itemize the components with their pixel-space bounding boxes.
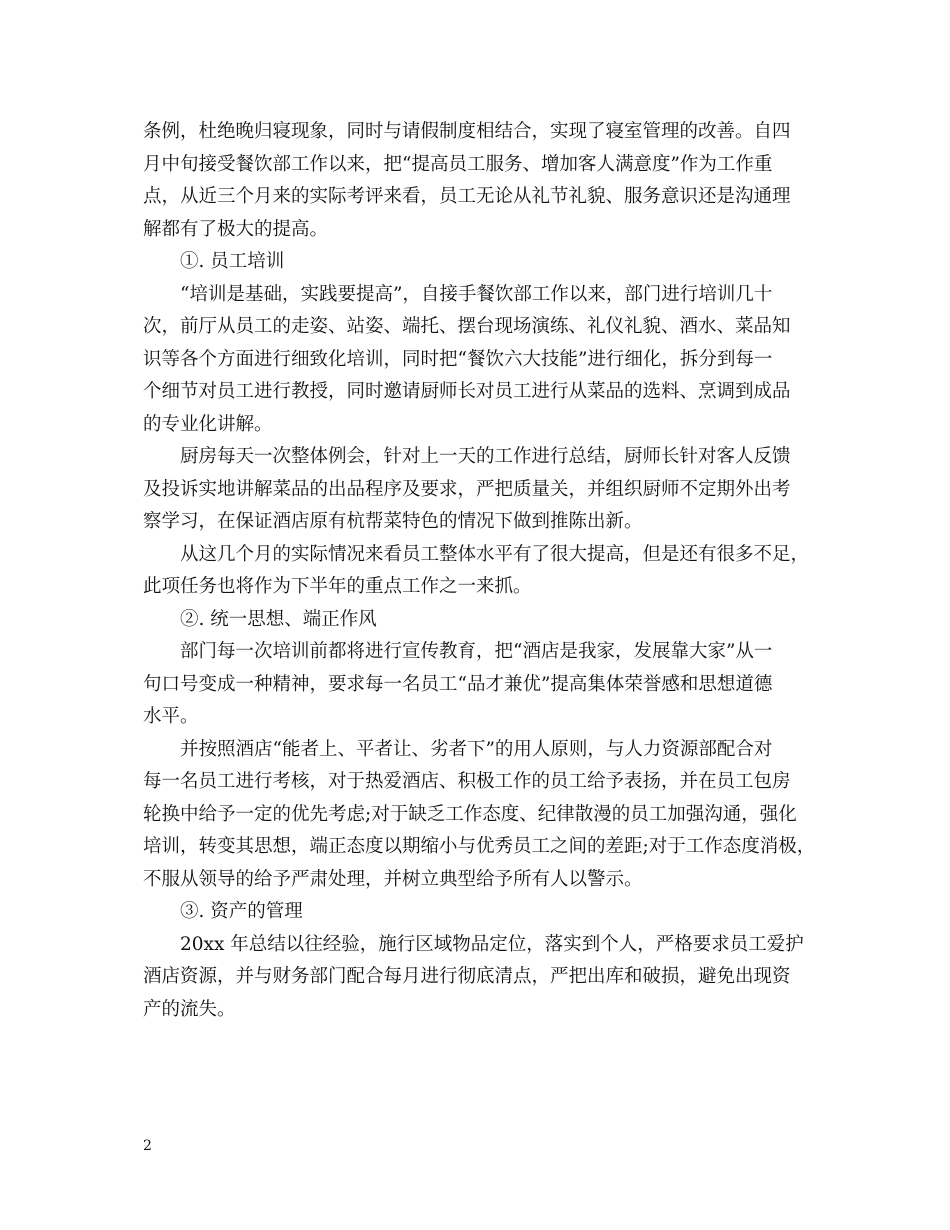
page-number: 2: [143, 1138, 152, 1154]
text-line: 从这几个月的实际情况来看员工整体水平有了很大提高，但是还有很多不足，: [180, 543, 810, 565]
text-line: 每一名员工进行考核，对于热爱酒店、积极工作的员工给予表扬，并在员工包房: [143, 771, 791, 792]
text-line: 酒店资源，并与财务部门配合每月进行彻底清点，严把出库和破损，避免出现资: [143, 966, 791, 987]
section-heading-unify-thinking: ②. 统一思想、端正作风: [180, 608, 377, 630]
text-line: 此项任务也将作为下半年的重点工作之一来抓。: [143, 576, 532, 597]
text-line: 个细节对员工进行教授，同时邀请厨师长对员工进行从菜品的选料、烹调到成品: [143, 381, 791, 402]
text-line: 产的流失。: [143, 998, 236, 1020]
text-line: “培训是基础，实践要提高”，自接手餐饮部工作以来，部门进行培训几十: [180, 283, 773, 305]
text-line: 句口号变成一种精神，要求每一名员工“品才兼优”提高集体荣誉感和思想道德: [143, 673, 773, 695]
text-line: 月中旬接受餐饮部工作以来，把“提高员工服务、增加客人满意度”作为工作重: [143, 153, 773, 175]
text-line: 20xx 年总结以往经验，施行区域物品定位，落实到个人，严格要求员工爱护: [180, 933, 804, 955]
text-line: 及投诉实地讲解菜品的出品程序及要求，严把质量关，并组织厨师不定期外出考: [143, 478, 791, 500]
text-line: 水平。: [143, 706, 199, 727]
text-line: 部门每一次培训前都将进行宣传教育，把“酒店是我家，发展靠大家”从一: [180, 641, 773, 662]
text-line: 点，从近三个月来的实际考评来看，员工无论从礼节礼貌、服务意识还是沟通理: [143, 186, 791, 207]
section-heading-asset-management: ③. 资产的管理: [180, 901, 303, 922]
document-body: [143, 116, 816, 1026]
text-line: 识等各个方面进行细致化培训，同时把“餐饮六大技能”进行细化，拆分到每一: [143, 348, 773, 370]
text-line: 并按照酒店“能者上、平者让、劣者下”的用人原则，与人力资源部配合对: [180, 738, 773, 760]
text-line: 培训，转变其思想，端正态度以期缩小与优秀员工之间的差距;对于工作态度消极，: [143, 836, 816, 857]
text-line: 轮换中给予一定的优先考虑;对于缺乏工作态度、纪律散漫的员工加强沟通，强化: [143, 803, 797, 825]
section-heading-staff-training: ①. 员工培训: [180, 251, 285, 272]
text-line: 察学习，在保证酒店原有杭帮菜特色的情况下做到推陈出新。: [143, 511, 643, 532]
text-line: 的专业化讲解。: [143, 413, 273, 435]
text-line: 条例，杜绝晚归寝现象，同时与请假制度相结合，实现了寝室管理的改善。自四: [143, 121, 791, 142]
text-line: 厨房每天一次整体例会，针对上一天的工作进行总结，厨师长针对客人反馈: [180, 446, 791, 467]
text-line: 次，前厅从员工的走姿、站姿、端托、摆台现场演练、礼仪礼貌、酒水、菜品知: [143, 316, 791, 337]
text-line: 解都有了极大的提高。: [143, 218, 329, 240]
text-line: 不服从领导的给予严肃处理，并树立典型给予所有人以警示。: [143, 868, 643, 890]
